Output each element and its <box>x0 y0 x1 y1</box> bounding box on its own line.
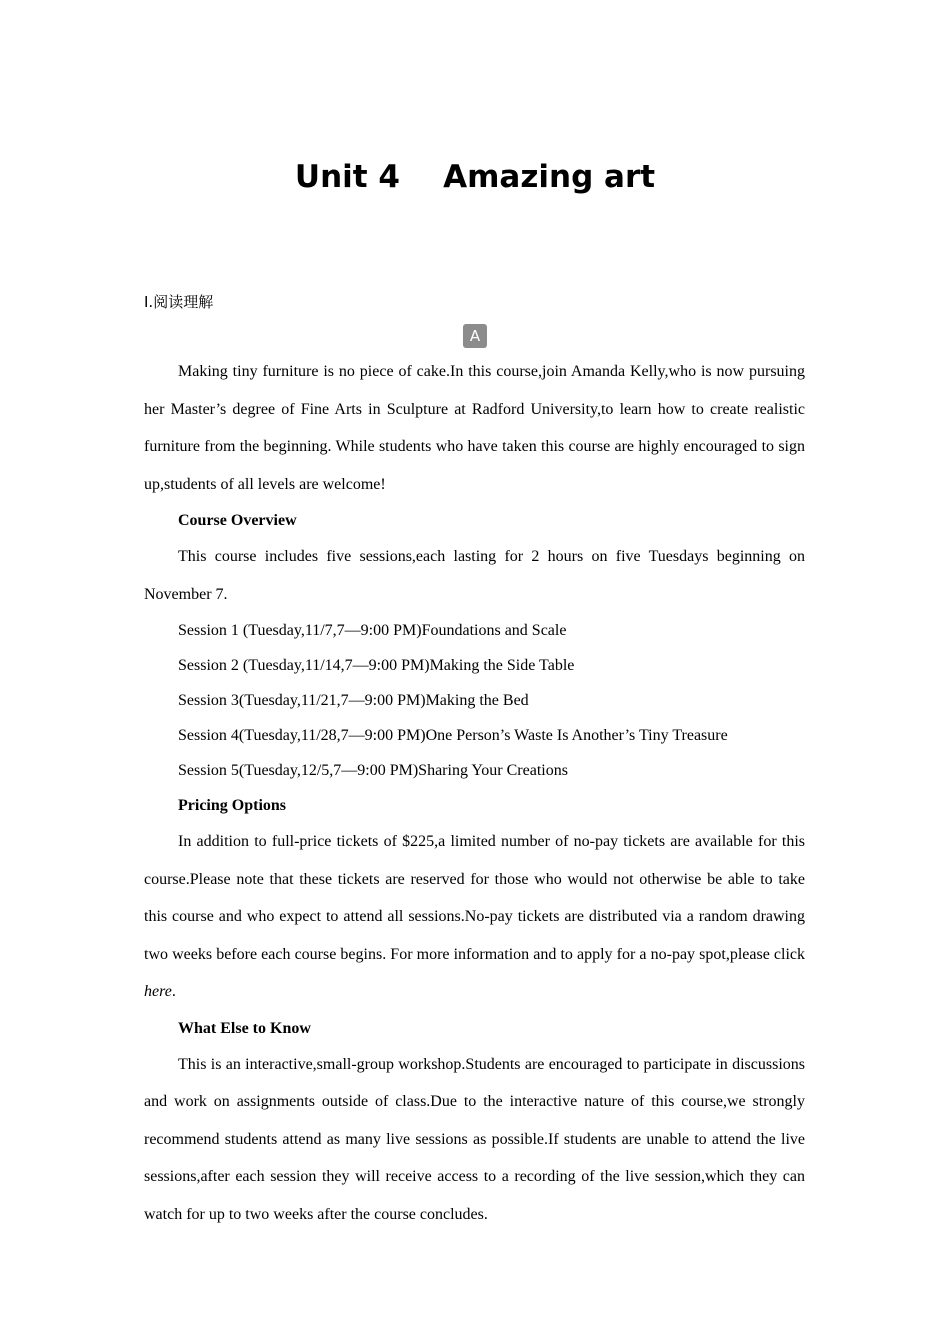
here-link[interactable]: here <box>144 983 172 1000</box>
pricing-text: In addition to full-price tickets of $225,a limited number of no-pay tickets are available for this course.Please note that these tickets are reserved for those who would not otherwise be able to take this course and who expect to attend all sessions.No-pay tickets are distributed via a random drawing two weeks before each course begins. For more information and to apply for a no-pay spot,please click <box>144 833 805 963</box>
session-item: Session 5(Tuesday,12/5,7—9:00 PM)Sharing Your Creations <box>178 762 568 779</box>
course-overview-heading: Course Overview <box>178 512 297 529</box>
what-else-heading: What Else to Know <box>178 1019 311 1037</box>
section-heading: Ⅰ.阅读理解 <box>144 293 214 311</box>
session-item: Session 1 (Tuesday,11/7,7—9:00 PM)Foundations and Scale <box>178 622 567 639</box>
passage-label-badge: A <box>463 324 487 348</box>
intro-paragraph: Making tiny furniture is no piece of cake.In this course,join Amanda Kelly,who is now pursuing her Master’s degree of Fine Arts in Sculpture at Radford University,to learn how to create realistic furniture from the beginning. While students who have taken this course are highly encouraged to sign up,students of all levels are welcome! <box>144 363 805 493</box>
course-overview-paragraph: This course includes five sessions,each lasting for 2 hours on five Tuesdays beginning on November 7. <box>144 548 805 603</box>
pricing-end: . <box>171 983 176 1000</box>
pricing-paragraph <box>144 823 805 1011</box>
session-item: Session 4(Tuesday,11/28,7—9:00 PM)One Person’s Waste Is Another’s Tiny Treasure <box>178 727 728 744</box>
session-item: Session 2 (Tuesday,11/14,7—9:00 PM)Making the Side Table <box>178 657 575 674</box>
pricing-heading: Pricing Options <box>178 797 287 814</box>
passage-body <box>144 353 805 1233</box>
unit-title: Unit 4 Amazing art <box>294 159 656 195</box>
passage-label-row <box>0 324 950 348</box>
what-else-paragraph: This is an interactive,small-group workshop.Students are encouraged to participate in discussions and work on assignments outside of class.Due to the interactive nature of this course,we strongly recommend students attend as many live sessions as possible.If students are unable to attend the live sessions,after each session they will receive access to a recording of the live session,which they can watch for up to two weeks after the course concludes. <box>144 1055 805 1223</box>
session-item: Session 3(Tuesday,11/21,7—9:00 PM)Making the Bed <box>178 692 529 709</box>
